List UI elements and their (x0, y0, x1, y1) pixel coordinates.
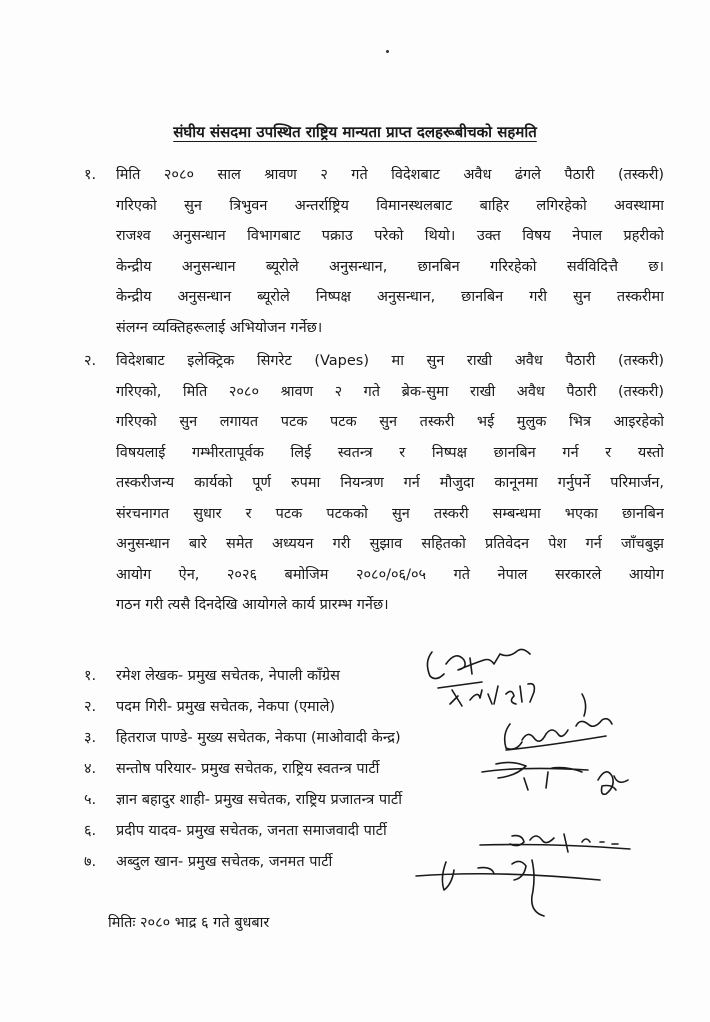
point-line: संलग्न व्यक्तिहरूलाई अभियोजन गर्नेछ। (116, 319, 323, 336)
point-line: तस्करीजन्य कार्यको पूर्ण रुपमा नियन्त्रण गर्न मौजुदा कानूनमा गर्नुपर्ने परिमार्जन, (116, 475, 664, 491)
agreement-point-1 (84, 160, 664, 343)
agreement-point-2 (84, 346, 664, 621)
signer-row (84, 785, 684, 816)
point-line: संरचनागत सुधार र पटक पटकको सुन तस्करी सम्बन्धमा भएका छानबिन (116, 505, 664, 522)
point-line: राजश्व अनुसन्धान विभागबाट पक्राउ परेको थियो। उक्त विषय नेपाल प्रहरीको (116, 228, 664, 244)
signer-number: ५. (84, 792, 97, 808)
signer-name-title: रमेश लेखक- प्रमुख सचेतक, नेपाली काँग्रेस (116, 668, 340, 684)
point-line: मिति २०८० साल श्रावण २ गते विदेशबाट अवैध ढंगले पैठारी (तस्करी) (116, 167, 664, 183)
signer-number: १. (84, 668, 97, 684)
ink-dot (386, 50, 389, 53)
point-line: आयोग ऐन, २०२६ बमोजिम २०८०/०६/०५ गते नेपाल सरकारले आयोग (116, 566, 664, 583)
signer-name-title: अब्दुल खान- प्रमुख सचेतक, जनमत पार्टी (116, 854, 333, 870)
signer-row (84, 816, 684, 847)
signer-number: २. (84, 699, 97, 715)
signer-name-title: सन्तोष परियार- प्रमुख सचेतक, राष्ट्रिय स्वतन्त्र पार्टी (116, 761, 380, 777)
signer-row (84, 692, 684, 723)
signer-name-title: हितराज पाण्डे- मुख्य सचेतक, नेकपा (माओवादी केन्द्र) (116, 730, 401, 746)
point-line: गरिएको, मिति २०८० श्रावण २ गते ब्रेक-सुमा राखी अवैध पैठारी (तस्करी) (116, 383, 664, 400)
point-line: केन्द्रीय अनुसन्धान ब्यूरोले निष्पक्ष अनुसन्धान, छानबिन गरी सुन तस्करीमा (116, 289, 664, 305)
point-line: गरिएको सुन त्रिभुवन अन्तर्राष्ट्रिय विमानस्थलबाट बाहिर लगिरहेको अवस्थामा (116, 197, 664, 214)
signer-number: ४. (84, 761, 97, 777)
signer-name-title: ज्ञान बहादुर शाही- प्रमुख सचेतक, राष्ट्रिय प्रजातन्त्र पार्टी (116, 792, 402, 808)
signer-number: ७. (84, 854, 97, 870)
point-line: गठन गरी त्यसै दिनदेखि आयोगले कार्य प्रारम्भ गर्नेछ। (116, 597, 389, 613)
point-line: अनुसन्धान बारे समेत अध्ययन गरी सुझाव सहितको प्रतिवेदन पेश गर्न जाँचबुझ (116, 536, 664, 552)
document-date: मितिः २०८० भाद्र ६ गते बुधबार (108, 915, 270, 931)
signer-number: ३. (84, 730, 97, 746)
signer-list (84, 661, 684, 878)
signer-row (84, 661, 684, 692)
point-number: १. (84, 167, 97, 183)
signer-name-title: पदम गिरी- प्रमुख सचेतक, नेकपा (एमाले) (116, 699, 336, 715)
signer-name-title: प्रदीप यादव- प्रमुख सचेतक, जनता समाजवादी पार्टी (116, 823, 387, 839)
point-line: गरिएको सुन लगायत पटक पटक सुन तस्करी भई मुलुक भित्र आइरहेको (116, 414, 664, 430)
signer-row (84, 754, 684, 785)
point-line: विषयलाई गम्भीरतापूर्वक लिई स्वतन्त्र र निष्पक्ष छानबिन गर्न र यस्तो (116, 444, 664, 461)
signer-number: ६. (84, 823, 97, 839)
signer-row (84, 847, 684, 878)
signer-row (84, 723, 684, 754)
document-title: संघीय संसदमा उपस्थित राष्ट्रिय मान्यता प्राप्त दलहरूबीचको सहमति (173, 123, 537, 141)
point-number: २. (84, 353, 97, 369)
point-line: केन्द्रीय अनुसन्धान ब्यूरोले अनुसन्धान, छानबिन गरिरहेको सर्वविदित्तै छ। (116, 258, 664, 275)
point-line: विदेशबाट इलेक्ट्रिक सिगरेट (Vapes) मा सुन राखी अवैध पैठारी (तस्करी) (116, 353, 664, 369)
